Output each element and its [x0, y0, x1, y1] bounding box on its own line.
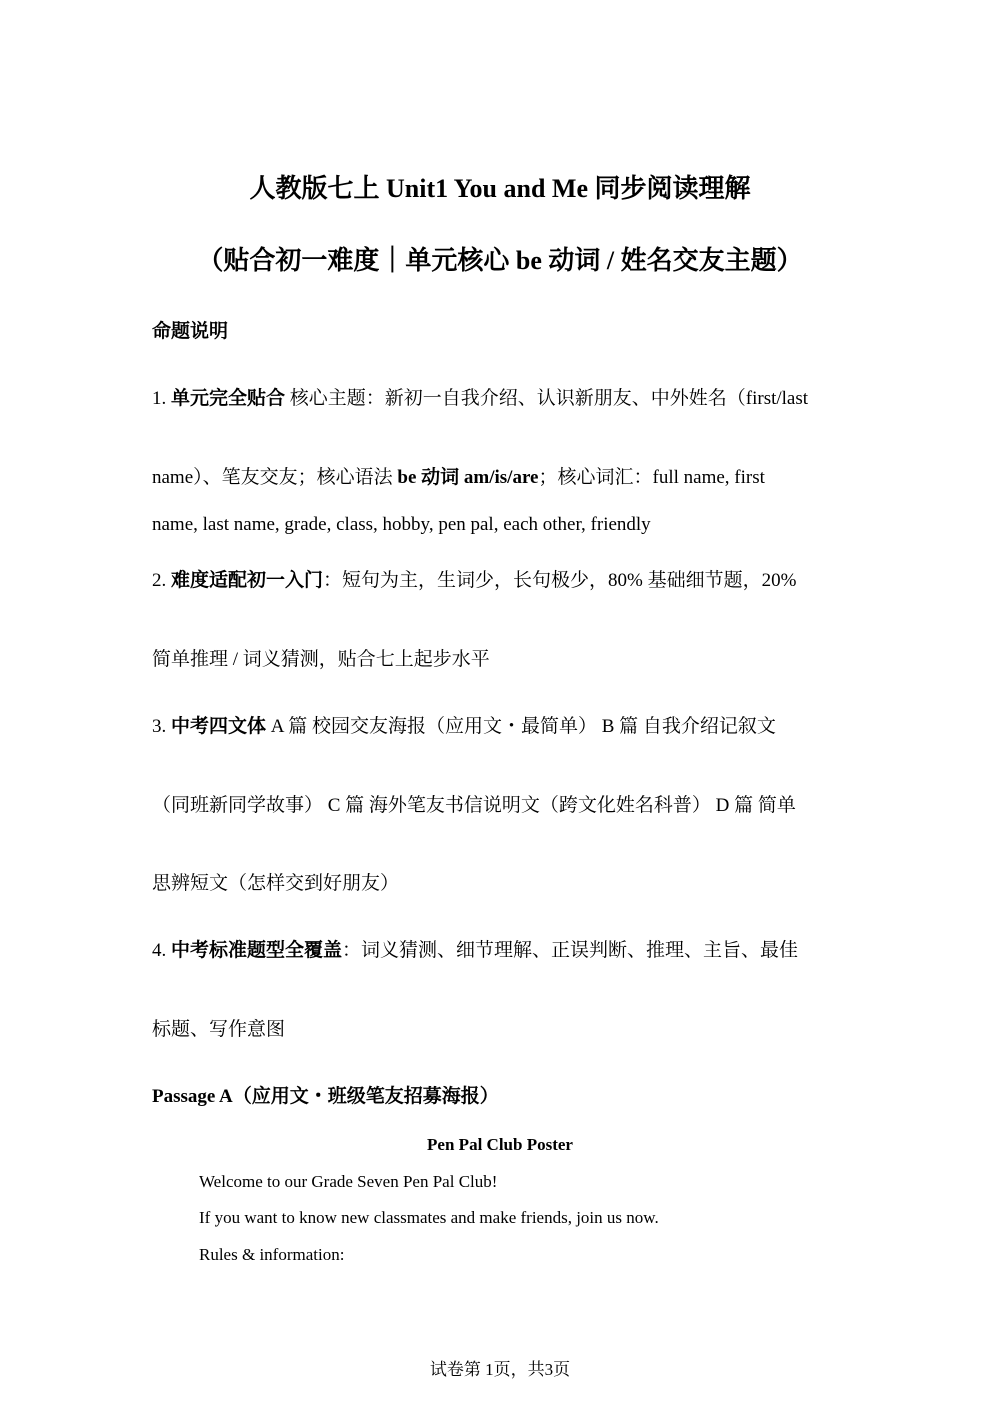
item-2-bold: 难度适配初一入门	[171, 570, 324, 591]
item-1-text-1: 核心主题：新初一自我介绍、认识新朋友、中外姓名（first/last	[285, 388, 809, 409]
item-4-bold: 中考标准题型全覆盖	[171, 940, 343, 961]
poster-title: Pen Pal Club Poster	[427, 1135, 573, 1154]
item-3-number: 3.	[152, 716, 167, 737]
page-footer: 试卷第 1页，共3页	[429, 1360, 571, 1379]
item-3-bold: 中考四文体	[171, 716, 267, 737]
item-1-line-3: name, last name, grade, class, hobby, pen pal, each other, friendly	[152, 514, 651, 535]
item-2-line-1	[152, 565, 796, 592]
item-4-line-1	[152, 935, 798, 962]
poster-line-1: Welcome to our Grade Seven Pen Pal Club!	[199, 1172, 498, 1191]
item-3-line-1	[152, 711, 776, 738]
item-1-bold: 单元完全贴合	[171, 388, 286, 409]
document-subtitle: （贴合初一难度｜单元核心 be 动词 / 姓名交友主题）	[197, 246, 803, 275]
poster-line-2: If you want to know new classmates and make friends, join us now.	[199, 1208, 659, 1227]
item-1-line-1	[152, 383, 808, 410]
item-1-text-2a: name）、笔友交友；核心语法	[152, 467, 398, 488]
item-2-number: 2.	[152, 570, 167, 591]
item-3-line-2: （同班新同学故事） C 篇 海外笔友书信说明文（跨文化姓名科普） D 篇 简单	[152, 795, 796, 816]
item-4-text-1: ：词义猜测、细节理解、正误判断、推理、主旨、最佳	[342, 940, 799, 961]
item-1-text-2-bold: be 动词 am/is/are	[397, 467, 539, 488]
poster-line-3: Rules & information:	[199, 1245, 345, 1264]
item-3-line-3: 思辨短文（怎样交到好朋友）	[152, 873, 400, 894]
section-heading: 命题说明	[152, 321, 229, 342]
item-1-number: 1.	[152, 388, 167, 409]
item-1-line-2	[152, 462, 765, 489]
item-3-text-1: A 篇 校园交友海报（应用文・最简单） B 篇 自我介绍记叙文	[266, 716, 776, 737]
passage-a-heading: Passage A（应用文・班级笔友招募海报）	[152, 1086, 499, 1107]
item-4-line-2: 标题、写作意图	[152, 1019, 286, 1040]
item-4-number: 4.	[152, 940, 167, 961]
item-2-line-2: 简单推理 / 词义猜测，贴合七上起步水平	[152, 649, 490, 670]
document-title: 人教版七上 Unit1 You and Me 同步阅读理解	[249, 174, 751, 203]
item-2-text-1: ：短句为主，生词少，长句极少，80% 基础细节题，20%	[323, 570, 797, 591]
item-1-text-2b: ；核心词汇：full name, first	[538, 467, 765, 488]
